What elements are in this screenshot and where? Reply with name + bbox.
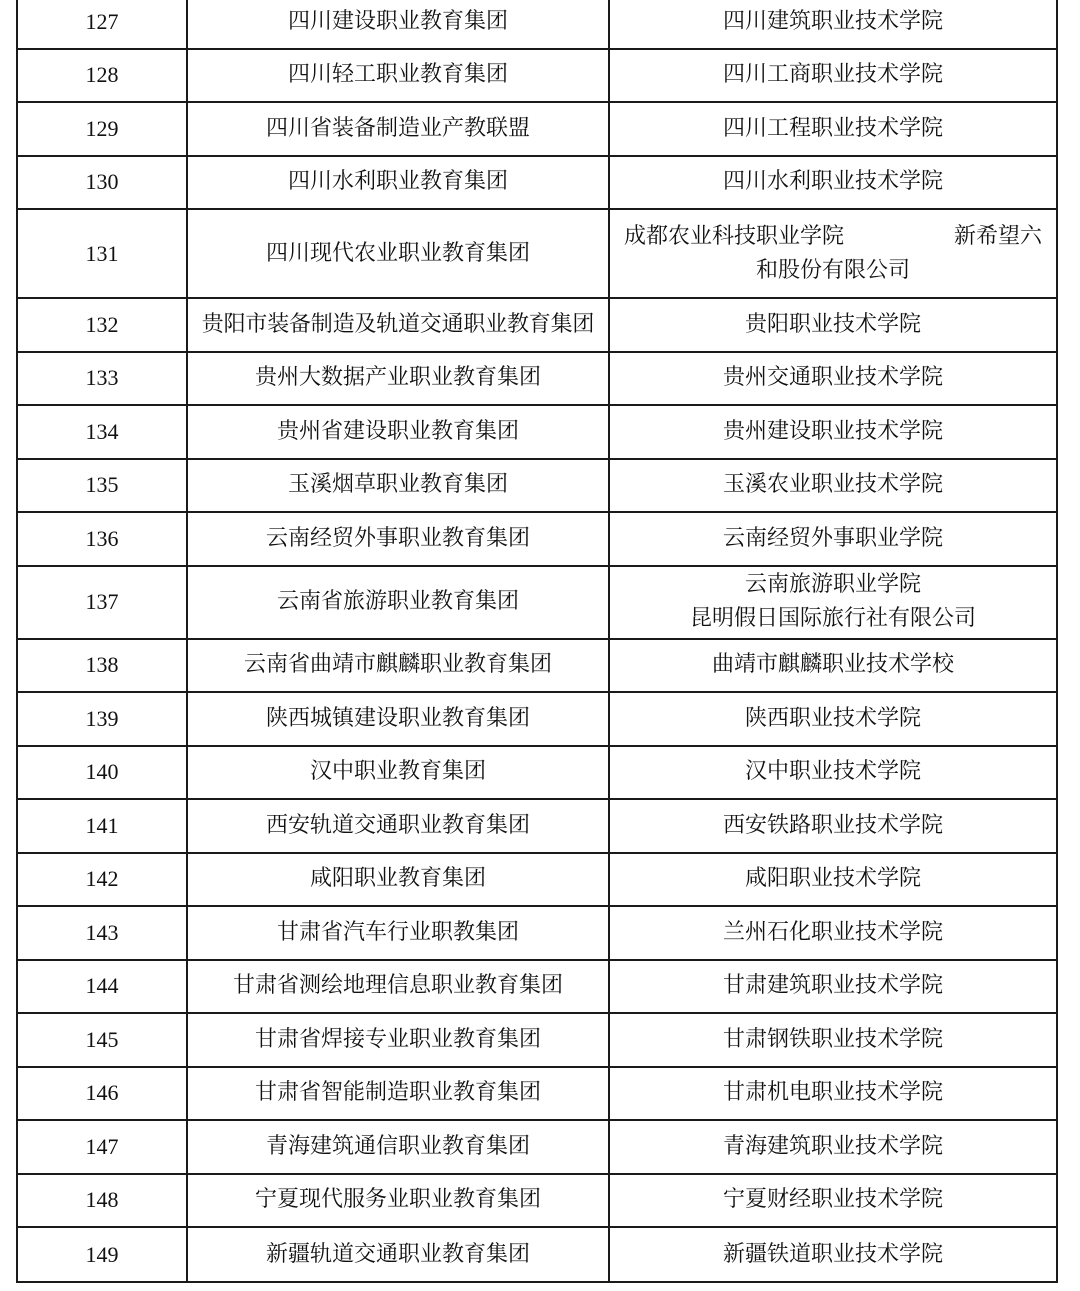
group-name: 陕西城镇建设职业教育集团 (187, 692, 609, 746)
group-name: 青海建筑通信职业教育集团 (187, 1120, 609, 1174)
lead-institution: 青海建筑职业技术学院 (609, 1120, 1057, 1174)
lead-institution: 宁夏财经职业技术学院 (609, 1174, 1057, 1228)
table-row (17, 459, 1057, 513)
group-name: 甘肃省智能制造职业教育集团 (187, 1067, 609, 1121)
row-number: 129 (17, 102, 187, 156)
table-row (17, 352, 1057, 406)
lead-institution: 贵州建设职业技术学院 (609, 405, 1057, 459)
lead-institution-line (614, 220, 1052, 254)
group-name: 云南经贸外事职业教育集团 (187, 512, 609, 566)
lead-institution: 新疆铁道职业技术学院 (609, 1227, 1057, 1282)
row-number: 127 (17, 0, 187, 49)
lead-institution-part: 新希望六 (953, 223, 1042, 249)
group-name: 四川轻工职业教育集团 (187, 49, 609, 103)
row-number: 134 (17, 405, 187, 459)
group-name: 贵州大数据产业职业教育集团 (187, 352, 609, 406)
table-row (17, 566, 1057, 639)
vocational-education-group-table (16, 0, 1058, 1283)
group-name: 四川建设职业教育集团 (187, 0, 609, 49)
group-name: 贵州省建设职业教育集团 (187, 405, 609, 459)
table-row (17, 692, 1057, 746)
row-number: 131 (17, 209, 187, 298)
lead-institution (609, 566, 1057, 639)
table-row (17, 1120, 1057, 1174)
row-number: 136 (17, 512, 187, 566)
lead-institution: 兰州石化职业技术学院 (609, 906, 1057, 960)
table-row (17, 799, 1057, 853)
lead-institution: 陕西职业技术学院 (609, 692, 1057, 746)
row-number: 148 (17, 1174, 187, 1228)
table-row (17, 746, 1057, 800)
group-name: 四川现代农业职业教育集团 (187, 209, 609, 298)
table-row (17, 853, 1057, 907)
table-row (17, 209, 1057, 298)
table-row (17, 298, 1057, 352)
group-name: 四川水利职业教育集团 (187, 156, 609, 210)
row-number: 144 (17, 960, 187, 1014)
lead-institution: 四川工程职业技术学院 (609, 102, 1057, 156)
lead-institution: 云南经贸外事职业学院 (609, 512, 1057, 566)
table-row (17, 1067, 1057, 1121)
table-row (17, 156, 1057, 210)
row-number: 137 (17, 566, 187, 639)
group-name: 汉中职业教育集团 (187, 746, 609, 800)
lead-institution: 玉溪农业职业技术学院 (609, 459, 1057, 513)
row-number: 143 (17, 906, 187, 960)
row-number: 139 (17, 692, 187, 746)
group-name: 甘肃省测绘地理信息职业教育集团 (187, 960, 609, 1014)
table-row (17, 1013, 1057, 1067)
group-name: 咸阳职业教育集团 (187, 853, 609, 907)
lead-institution: 西安铁路职业技术学院 (609, 799, 1057, 853)
row-number: 149 (17, 1227, 187, 1282)
lead-institution: 咸阳职业技术学院 (609, 853, 1057, 907)
lead-institution: 甘肃建筑职业技术学院 (609, 960, 1057, 1014)
row-number: 147 (17, 1120, 187, 1174)
table-row (17, 639, 1057, 693)
group-name: 四川省装备制造业产教联盟 (187, 102, 609, 156)
row-number: 142 (17, 853, 187, 907)
lead-institution: 甘肃机电职业技术学院 (609, 1067, 1057, 1121)
group-name: 云南省曲靖市麒麟职业教育集团 (187, 639, 609, 693)
row-number: 146 (17, 1067, 187, 1121)
lead-institution: 四川水利职业技术学院 (609, 156, 1057, 210)
group-name: 新疆轨道交通职业教育集团 (187, 1227, 609, 1282)
lead-institution: 四川工商职业技术学院 (609, 49, 1057, 103)
table-row (17, 0, 1057, 49)
group-name: 云南省旅游职业教育集团 (187, 566, 609, 639)
lead-institution-part: 成都农业科技职业学院 (624, 223, 845, 249)
table-row (17, 906, 1057, 960)
group-name: 甘肃省汽车行业职教集团 (187, 906, 609, 960)
group-name: 玉溪烟草职业教育集团 (187, 459, 609, 513)
lead-institution: 四川建筑职业技术学院 (609, 0, 1057, 49)
row-number: 133 (17, 352, 187, 406)
group-name: 西安轨道交通职业教育集团 (187, 799, 609, 853)
lead-institution (609, 209, 1057, 298)
table-row (17, 1227, 1057, 1282)
table-row (17, 49, 1057, 103)
table-row (17, 1174, 1057, 1228)
table-row (17, 405, 1057, 459)
lead-institution: 贵阳职业技术学院 (609, 298, 1057, 352)
lead-institution-line: 昆明假日国际旅行社有限公司 (689, 606, 976, 631)
group-name: 贵阳市装备制造及轨道交通职业教育集团 (187, 298, 609, 352)
lead-institution: 曲靖市麒麟职业技术学校 (609, 639, 1057, 693)
group-name: 甘肃省焊接专业职业教育集团 (187, 1013, 609, 1067)
table-row (17, 512, 1057, 566)
lead-institution: 甘肃钢铁职业技术学院 (609, 1013, 1057, 1067)
row-number: 145 (17, 1013, 187, 1067)
row-number: 141 (17, 799, 187, 853)
lead-institution-line: 和股份有限公司 (755, 257, 910, 283)
row-number: 128 (17, 49, 187, 103)
row-number: 140 (17, 746, 187, 800)
row-number: 138 (17, 639, 187, 693)
row-number: 132 (17, 298, 187, 352)
table-row (17, 960, 1057, 1014)
group-name: 宁夏现代服务业职业教育集团 (187, 1174, 609, 1228)
lead-institution-line: 云南旅游职业学院 (744, 572, 921, 597)
lead-institution: 汉中职业技术学院 (609, 746, 1057, 800)
row-number: 130 (17, 156, 187, 210)
table-row (17, 102, 1057, 156)
row-number: 135 (17, 459, 187, 513)
lead-institution: 贵州交通职业技术学院 (609, 352, 1057, 406)
